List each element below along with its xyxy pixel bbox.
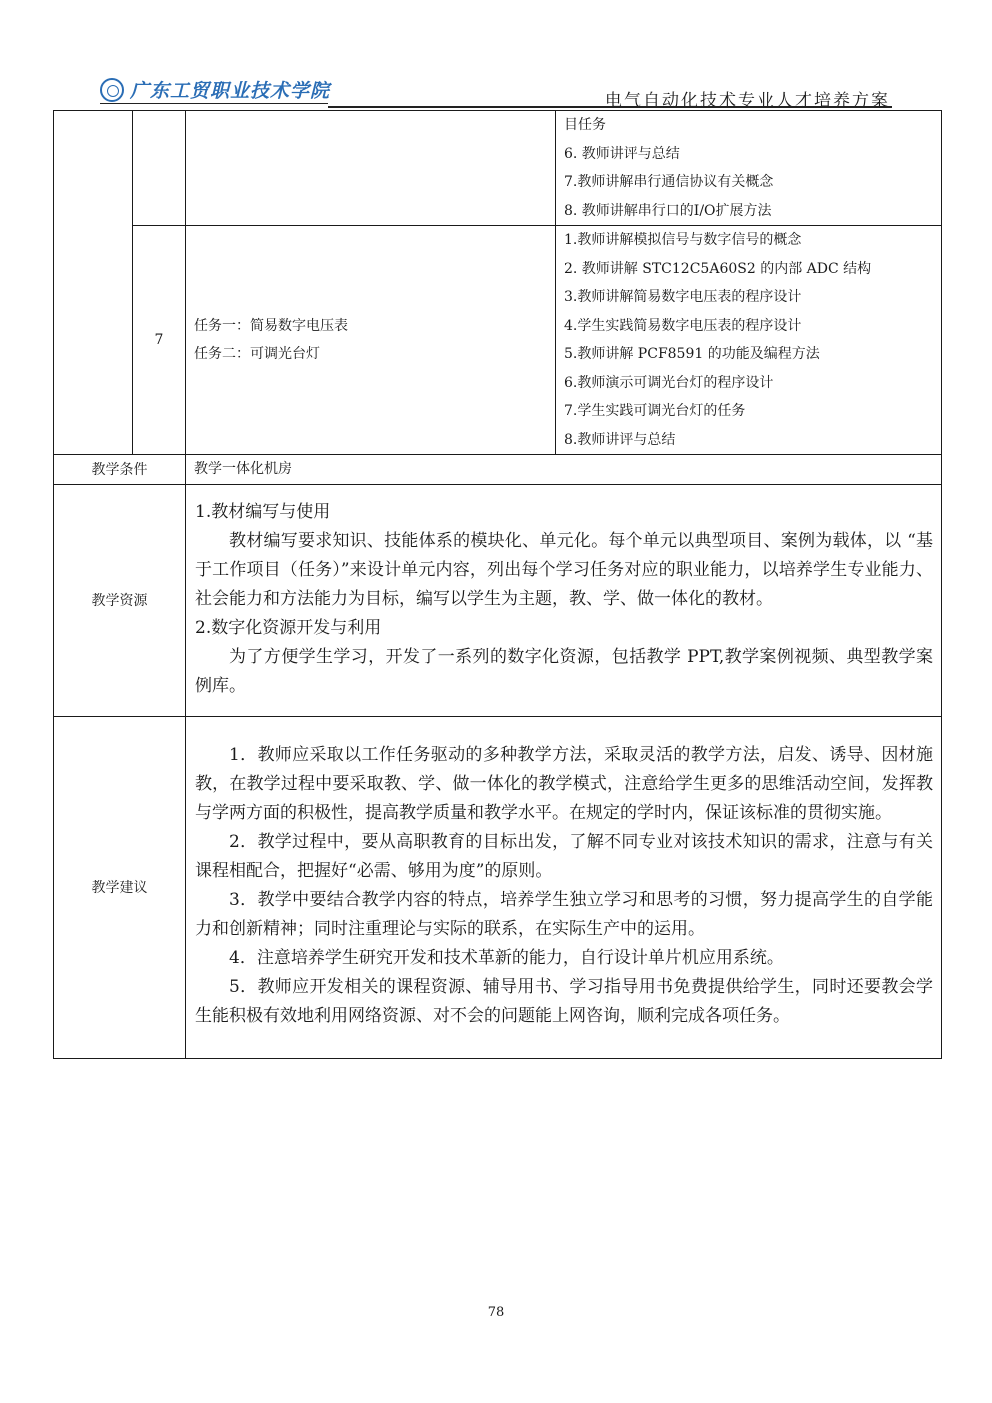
task-line: 任务一：简易数字电压表 — [194, 317, 348, 334]
activity-line: 5.教师讲解 PCF8591 的功能及编程方法 — [564, 346, 820, 362]
resources-heading: 2.数字化资源开发与利用 — [195, 617, 382, 638]
empty-cell — [54, 111, 133, 455]
row-number-cell — [133, 111, 186, 226]
task-line: 任务二：可调光台灯 — [194, 346, 320, 362]
row-number: 7 — [133, 226, 186, 455]
page-header — [100, 72, 892, 111]
college-seal-icon — [100, 78, 124, 102]
activity-line: 7.教师讲解串行通信协议有关概念 — [564, 174, 774, 190]
activities-cell — [556, 111, 942, 226]
tasks-cell — [186, 111, 556, 226]
resources-paragraph: 教材编写要求知识、技能体系的模块化、单元化。每个单元以典型项目、案例为载体，以 “基于工作项目（任务）”来设计单元内容，列出每个学习任务对应的职业能力，以培养学生专业能力、社会能力和方法能力为目标，编写以学生为主题，教、学、做一体化的教材。 — [195, 530, 933, 609]
table-row — [54, 484, 942, 716]
table-row — [54, 226, 942, 455]
page-number: 78 — [487, 1305, 505, 1320]
activity-line: 目任务 — [564, 117, 606, 133]
course-table — [53, 110, 942, 1059]
suggestion-item: 1．教师应采取以工作任务驱动的多种教学方法，采取灵活的教学方法，启发、诱导、因材施教，在教学过程中要采取教、学、做一体化的教学模式，注意给学生更多的思维活动空间，发挥教与学两方面的积极性，提高教学质量和教学水平。在规定的学时内，保证该标准的贯彻实施。 — [195, 745, 933, 823]
conditions-value: 教学一体化机房 — [186, 455, 942, 485]
table-row — [54, 111, 942, 226]
conditions-label: 教学条件 — [54, 455, 186, 485]
table-row — [54, 455, 942, 485]
activity-line: 2. 教师讲解 STC12C5A60S2 的内部 ADC 结构 — [564, 260, 872, 277]
suggestion-item: 4．注意培养学生研究开发和技术革新的能力，自行设计单片机应用系统。 — [229, 948, 784, 968]
resources-content — [186, 484, 942, 716]
activity-line: 6. 教师讲评与总结 — [564, 145, 680, 162]
suggestion-item: 3．教学中要结合教学内容的特点，培养学生独立学习和思考的习惯，努力提高学生的自学能力和创新精神；同时注重理论与实际的联系，在实际生产中的运用。 — [195, 890, 933, 939]
activity-line: 7.学生实践可调光台灯的任务 — [564, 403, 746, 419]
header-rule-left — [100, 103, 328, 104]
resources-paragraph: 为了方便学生学习，开发了一系列的数字化资源，包括教学 PPT,教学案例视频、典型教学案例库。 — [195, 646, 933, 696]
activity-line: 4.学生实践简易数字电压表的程序设计 — [564, 317, 802, 334]
suggestions-label: 教学建议 — [54, 716, 186, 1058]
activity-line: 6.教师演示可调光台灯的程序设计 — [564, 374, 774, 391]
document-title: 电气自动化技术专业人才培养方案 — [605, 91, 890, 111]
college-name: 广东工贸职业技术学院 — [130, 80, 331, 102]
activity-line: 3.教师讲解简易数字电压表的程序设计 — [564, 289, 802, 305]
table-row — [54, 716, 942, 1058]
resources-label: 教学资源 — [54, 484, 186, 716]
college-logo — [100, 76, 330, 103]
activities-cell — [556, 226, 942, 455]
suggestion-item: 2．教学过程中，要从高职教育的目标出发，了解不同专业对该技术知识的需求，注意与有关课程相配合，把握好“必需、够用为度”的原则。 — [195, 832, 933, 881]
tasks-cell — [186, 226, 556, 455]
header-rule — [328, 106, 892, 108]
activity-line: 8.教师讲评与总结 — [564, 431, 676, 448]
activity-line: 1.教师讲解模拟信号与数字信号的概念 — [564, 232, 802, 248]
activity-line: 8. 教师讲解串行口的I/O扩展方法 — [564, 202, 772, 219]
suggestions-content — [186, 716, 942, 1058]
resources-heading: 1.教材编写与使用 — [195, 501, 331, 522]
suggestion-item: 5．教师应开发相关的课程资源、辅导用书、学习指导用书免费提供给学生，同时还要教会学生能积极有效地利用网络资源、对不会的问题能上网咨询，顺利完成各项任务。 — [195, 977, 933, 1026]
